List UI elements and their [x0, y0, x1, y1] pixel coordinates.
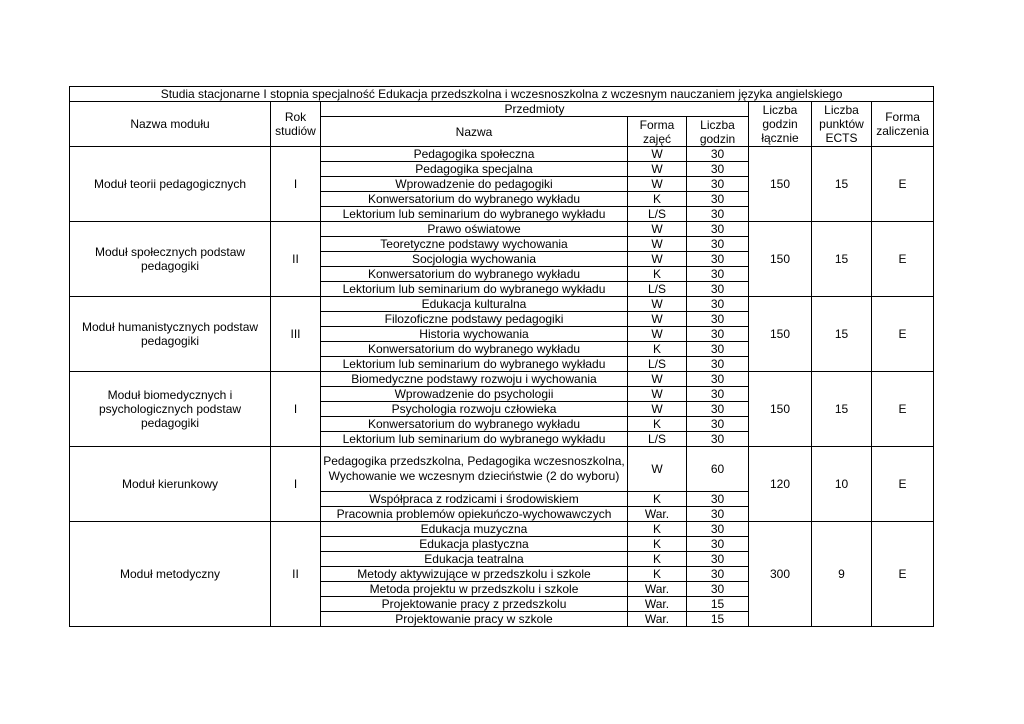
subject-name: Edukacja teatralna — [321, 552, 628, 567]
class-form: K — [628, 537, 687, 552]
subject-hours: 30 — [687, 267, 749, 282]
class-form: War. — [628, 597, 687, 612]
header-ects: Liczba punktów ECTS — [812, 102, 872, 147]
class-form: W — [628, 447, 687, 492]
module-total-hours: 150 — [749, 297, 812, 372]
class-form: W — [628, 312, 687, 327]
subject-hours: 30 — [687, 432, 749, 447]
subject-name: Metoda projektu w przedszkolu i szkole — [321, 582, 628, 597]
class-form: War. — [628, 582, 687, 597]
table-title: Studia stacjonarne I stopnia specjalność Edukacja przedszkolna i wczesnoszkolna z wczesnym nauczaniem języka angielskiego — [70, 87, 934, 102]
module-ects: 15 — [812, 222, 872, 297]
subject-hours: 60 — [687, 447, 749, 492]
module-name: Moduł metodyczny — [70, 522, 271, 627]
subject-name: Konwersatorium do wybranego wykładu — [321, 417, 628, 432]
class-form: K — [628, 417, 687, 432]
subject-hours: 30 — [687, 357, 749, 372]
subject-name: Edukacja muzyczna — [321, 522, 628, 537]
subject-hours: 30 — [687, 582, 749, 597]
class-form: L/S — [628, 357, 687, 372]
module-total-hours: 300 — [749, 522, 812, 627]
table-row — [70, 222, 934, 237]
subject-name: Lektorium lub seminarium do wybranego wykładu — [321, 357, 628, 372]
class-form: K — [628, 567, 687, 582]
module-ects: 15 — [812, 372, 872, 447]
class-form: K — [628, 267, 687, 282]
subject-hours: 30 — [687, 222, 749, 237]
subject-hours: 30 — [687, 297, 749, 312]
subject-name: Pedagogika przedszkolna, Pedagogika wczesnoszkolna, Wychowanie we wczesnym dzieciństwie (2 do wyboru) — [321, 447, 628, 492]
subject-hours: 30 — [687, 417, 749, 432]
subject-name: Teoretyczne podstawy wychowania — [321, 237, 628, 252]
subject-hours: 30 — [687, 327, 749, 342]
subject-hours: 30 — [687, 192, 749, 207]
subject-name: Wprowadzenie do pedagogiki — [321, 177, 628, 192]
header-class-form: Forma zajęć — [628, 117, 687, 147]
class-form: L/S — [628, 432, 687, 447]
module-credit-form: E — [872, 522, 934, 627]
subject-name: Edukacja plastyczna — [321, 537, 628, 552]
subject-name: Lektorium lub seminarium do wybranego wykładu — [321, 432, 628, 447]
subject-hours: 30 — [687, 312, 749, 327]
subject-hours: 15 — [687, 612, 749, 627]
class-form: W — [628, 177, 687, 192]
subject-name: Lektorium lub seminarium do wybranego wykładu — [321, 282, 628, 297]
class-form: L/S — [628, 282, 687, 297]
module-ects: 15 — [812, 297, 872, 372]
subject-hours: 30 — [687, 387, 749, 402]
subject-name: Biomedyczne podstawy rozwoju i wychowania — [321, 372, 628, 387]
module-credit-form: E — [872, 447, 934, 522]
subject-name: Konwersatorium do wybranego wykładu — [321, 267, 628, 282]
module-credit-form: E — [872, 297, 934, 372]
header-hours: Liczba godzin — [687, 117, 749, 147]
study-year: II — [271, 522, 321, 627]
header-module-name: Nazwa modułu — [70, 102, 271, 147]
subject-hours: 30 — [687, 177, 749, 192]
class-form: K — [628, 552, 687, 567]
class-form: War. — [628, 612, 687, 627]
module-name: Moduł humanistycznych podstaw pedagogiki — [70, 297, 271, 372]
header-year: Rok studiów — [271, 102, 321, 147]
module-total-hours: 150 — [749, 222, 812, 297]
class-form: K — [628, 492, 687, 507]
subject-hours: 30 — [687, 237, 749, 252]
header-subject-name: Nazwa — [321, 117, 628, 147]
subject-name: Pedagogika specjalna — [321, 162, 628, 177]
subject-name: Psychologia rozwoju człowieka — [321, 402, 628, 417]
subject-name: Projektowanie pracy w szkole — [321, 612, 628, 627]
class-form: K — [628, 342, 687, 357]
subject-name: Prawo oświatowe — [321, 222, 628, 237]
subject-name: Filozoficzne podstawy pedagogiki — [321, 312, 628, 327]
class-form: War. — [628, 507, 687, 522]
subject-hours: 30 — [687, 522, 749, 537]
subject-hours: 15 — [687, 597, 749, 612]
subject-hours: 30 — [687, 372, 749, 387]
subject-name: Pracownia problemów opiekuńczo-wychowawczych — [321, 507, 628, 522]
subject-hours: 30 — [687, 492, 749, 507]
module-name: Moduł kierunkowy — [70, 447, 271, 522]
module-credit-form: E — [872, 222, 934, 297]
table-row — [70, 372, 934, 387]
subject-hours: 30 — [687, 147, 749, 162]
class-form: W — [628, 402, 687, 417]
subject-name: Konwersatorium do wybranego wykładu — [321, 342, 628, 357]
curriculum-table-wrapper — [69, 86, 933, 627]
subject-name: Socjologia wychowania — [321, 252, 628, 267]
subject-hours: 30 — [687, 282, 749, 297]
study-year: II — [271, 222, 321, 297]
class-form: W — [628, 252, 687, 267]
table-row — [70, 297, 934, 312]
module-name: Moduł społecznych podstaw pedagogiki — [70, 222, 271, 297]
module-ects: 9 — [812, 522, 872, 627]
class-form: W — [628, 372, 687, 387]
class-form: K — [628, 192, 687, 207]
subject-hours: 30 — [687, 342, 749, 357]
class-form: W — [628, 297, 687, 312]
header-subjects: Przedmioty — [321, 102, 749, 117]
module-total-hours: 120 — [749, 447, 812, 522]
table-row — [70, 147, 934, 162]
subject-name: Pedagogika społeczna — [321, 147, 628, 162]
module-total-hours: 150 — [749, 372, 812, 447]
subject-hours: 30 — [687, 552, 749, 567]
module-total-hours: 150 — [749, 147, 812, 222]
subject-name: Wprowadzenie do psychologii — [321, 387, 628, 402]
class-form: W — [628, 387, 687, 402]
header-total-hours: Liczba godzin łącznie — [749, 102, 812, 147]
subject-hours: 30 — [687, 507, 749, 522]
class-form: W — [628, 327, 687, 342]
module-ects: 10 — [812, 447, 872, 522]
class-form: W — [628, 162, 687, 177]
class-form: L/S — [628, 207, 687, 222]
study-year: I — [271, 447, 321, 522]
module-credit-form: E — [872, 147, 934, 222]
subject-hours: 30 — [687, 402, 749, 417]
study-year: I — [271, 147, 321, 222]
class-form: K — [628, 522, 687, 537]
subject-name: Edukacja kulturalna — [321, 297, 628, 312]
subject-hours: 30 — [687, 567, 749, 582]
class-form: W — [628, 237, 687, 252]
subject-name: Metody aktywizujące w przedszkolu i szkole — [321, 567, 628, 582]
study-year: III — [271, 297, 321, 372]
subject-name: Projektowanie pracy z przedszkolu — [321, 597, 628, 612]
header-credit-form: Forma zaliczenia — [872, 102, 934, 147]
subject-name: Konwersatorium do wybranego wykładu — [321, 192, 628, 207]
subject-hours: 30 — [687, 162, 749, 177]
subject-hours: 30 — [687, 252, 749, 267]
module-name: Moduł biomedycznych i psychologicznych podstaw pedagogiki — [70, 372, 271, 447]
module-credit-form: E — [872, 372, 934, 447]
class-form: W — [628, 222, 687, 237]
curriculum-table — [69, 86, 934, 627]
subject-name: Historia wychowania — [321, 327, 628, 342]
module-ects: 15 — [812, 147, 872, 222]
class-form: W — [628, 147, 687, 162]
subject-hours: 30 — [687, 207, 749, 222]
subject-name: Współpraca z rodzicami i środowiskiem — [321, 492, 628, 507]
module-name: Moduł teorii pedagogicznych — [70, 147, 271, 222]
subject-hours: 30 — [687, 537, 749, 552]
study-year: I — [271, 372, 321, 447]
subject-name: Lektorium lub seminarium do wybranego wykładu — [321, 207, 628, 222]
table-row — [70, 447, 934, 492]
table-row — [70, 522, 934, 537]
